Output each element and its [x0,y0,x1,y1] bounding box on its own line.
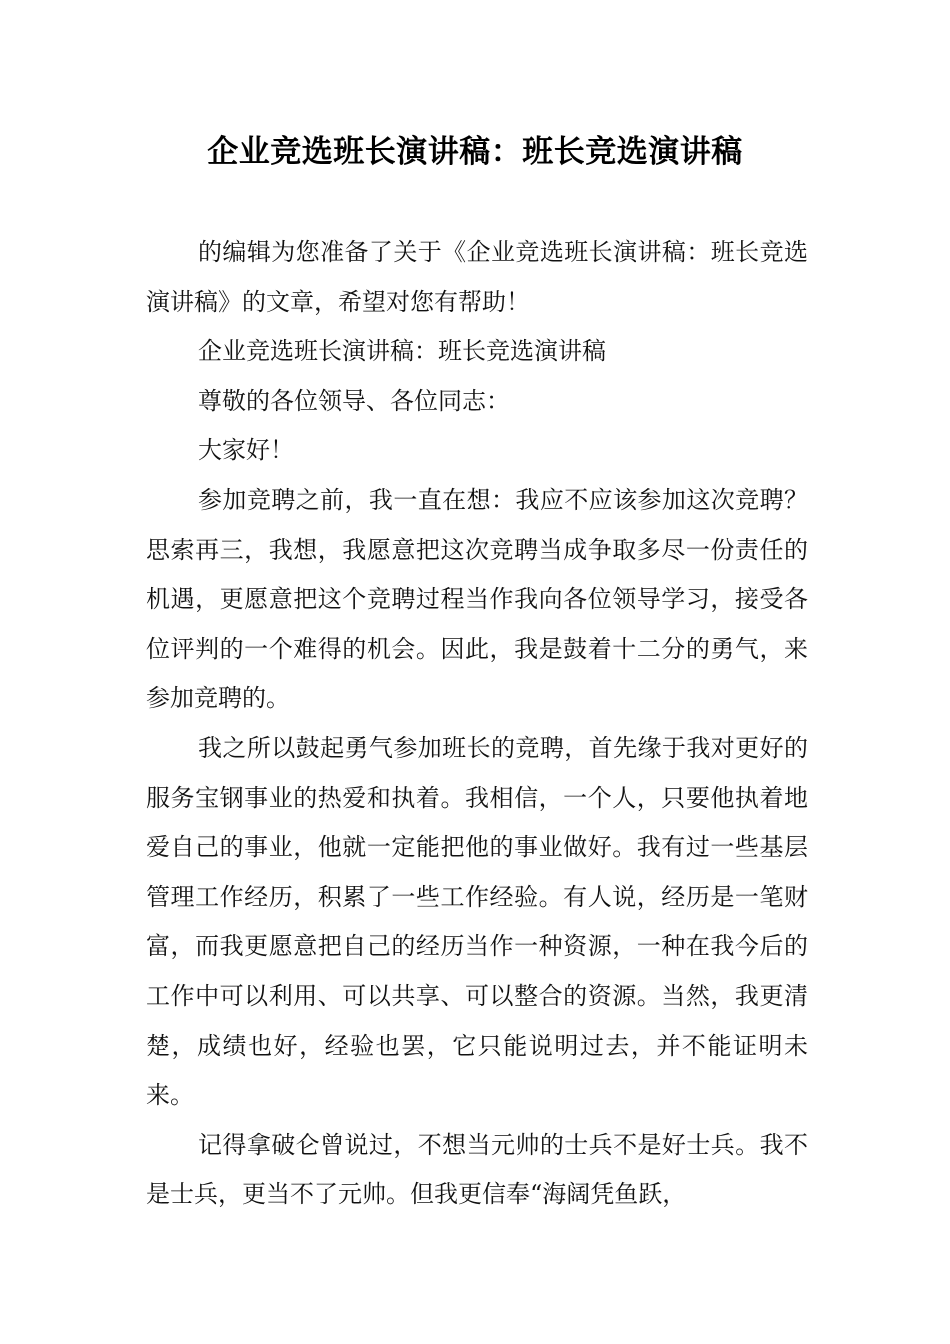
paragraph-motivation: 参加竞聘之前，我一直在想：我应不应该参加这次竞聘？思索再三，我想，我愿意把这次竞聘当成争取多尽一份责任的机遇，更愿意把这个竞聘过程当作我向各位领导学习，接受各位评判的一个难得的机会。因此，我是鼓着十二分的勇气，来参加竞聘的。 [146,485,808,713]
paragraph-intro: 的编辑为您准备了关于《企业竞选班长演讲稿：班长竞选演讲稿》的文章，希望对您有帮助！ [146,238,808,316]
paragraph-salutation: 尊敬的各位领导、各位同志： [198,386,510,415]
paragraph-napoleon: 记得拿破仑曾说过，不想当元帅的士兵不是好士兵。我不是士兵，更当不了元帅。但我更信奉“海阔凭鱼跃， [146,1130,808,1209]
paragraph-subtitle: 企业竞选班长演讲稿：班长竞选演讲稿 [198,337,606,366]
paragraph-greeting: 大家好！ [198,436,294,465]
document-title: 企业竞选班长演讲稿：班长竞选演讲稿 [207,134,743,170]
document-body [146,228,808,1220]
paragraph-experience: 我之所以鼓起勇气参加班长的竞聘，首先缘于我对更好的服务宝钢事业的热爱和执着。我相信，一个人，只要他执着地爱自己的事业，他就一定能把他的事业做好。我有过一些基层管理工作经历，积累了一些工作经验。有人说，经历是一笔财富，而我更愿意把自己的经历当作一种资源，一种在我今后的工作中可以利用、可以共享、可以整合的资源。当然，我更清楚，成绩也好，经验也罢，它只能说明过去，并不能证明未来。 [146,733,808,1110]
